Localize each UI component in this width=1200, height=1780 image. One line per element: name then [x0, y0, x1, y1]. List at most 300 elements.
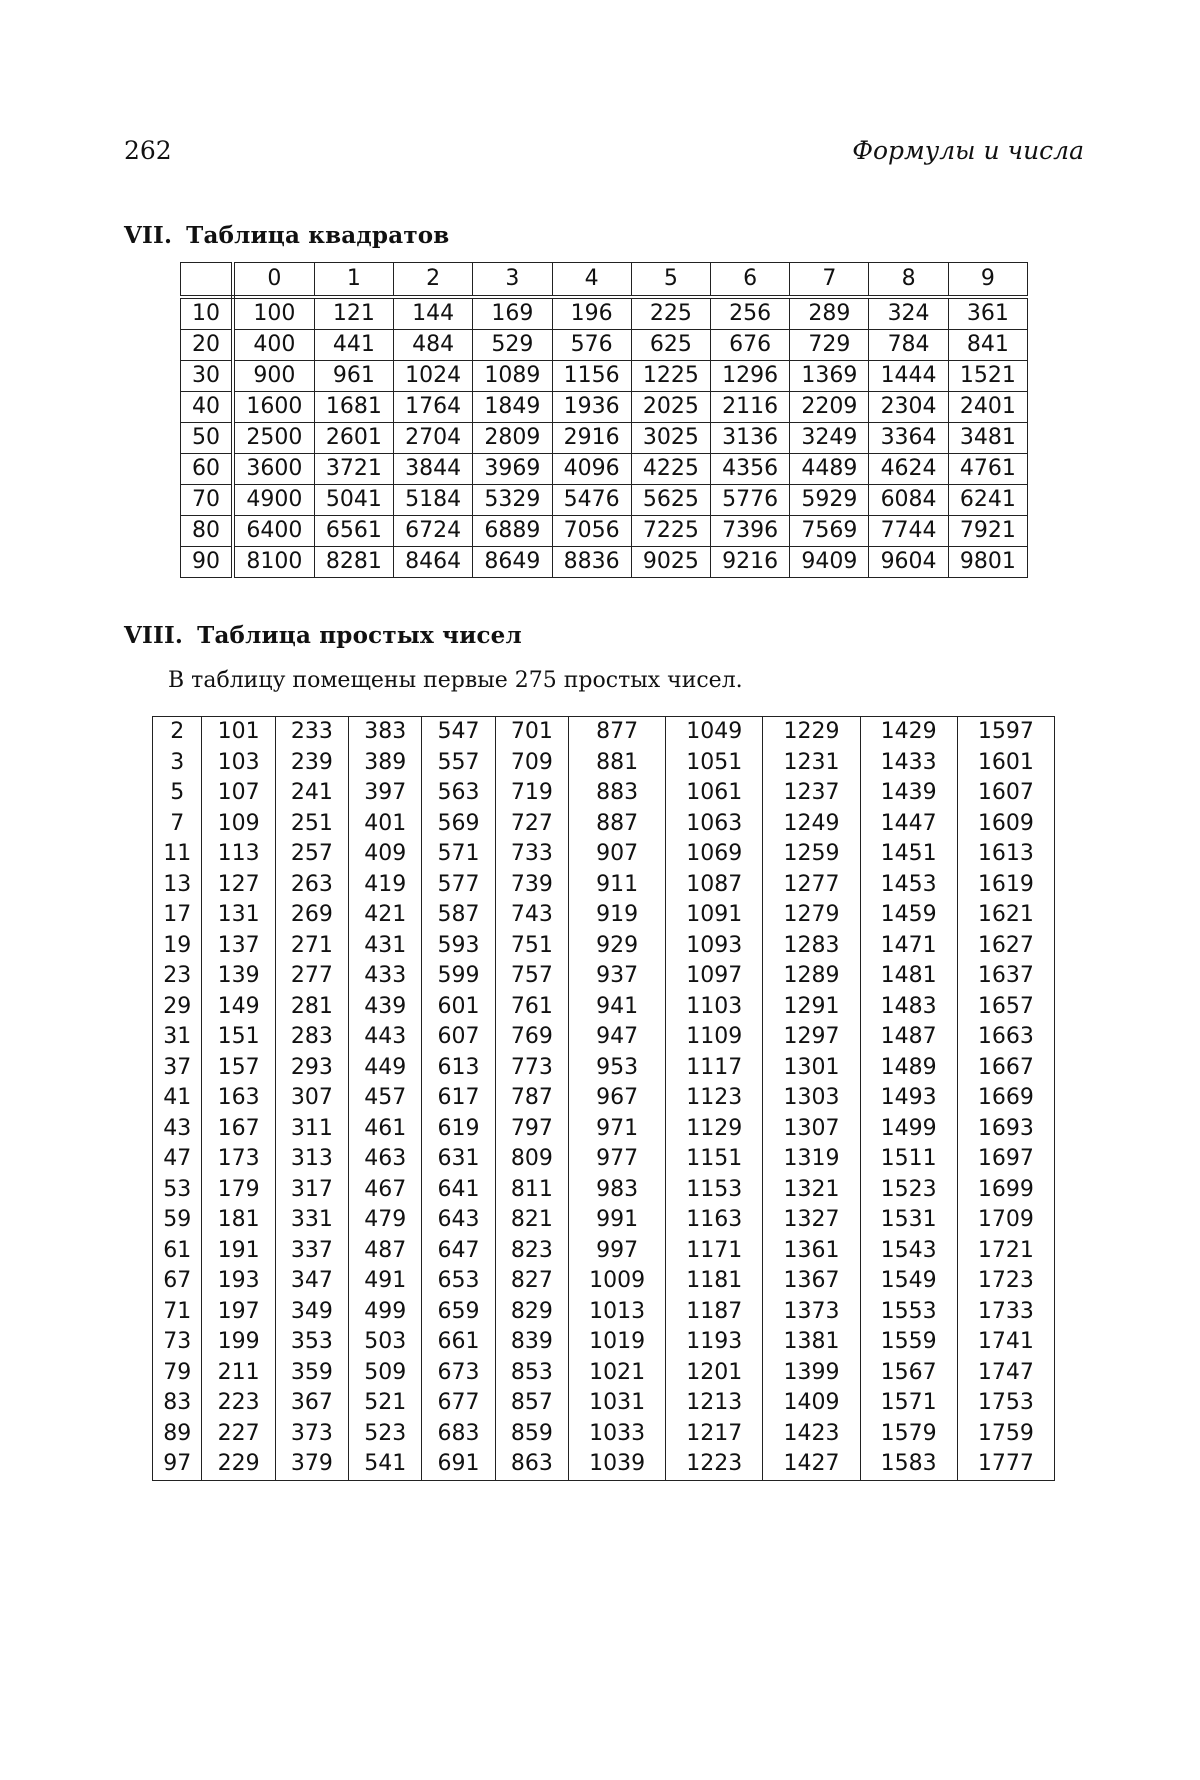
prime-value: 1543 — [860, 1236, 957, 1267]
prime-value: 1559 — [860, 1327, 957, 1358]
prime-value: 547 — [422, 717, 495, 748]
square-value: 5184 — [394, 485, 473, 516]
table-row — [153, 1083, 1055, 1114]
square-value: 1225 — [631, 361, 710, 392]
prime-value: 997 — [569, 1236, 666, 1267]
square-value: 1764 — [394, 392, 473, 423]
prime-value: 1741 — [957, 1327, 1054, 1358]
prime-value: 113 — [202, 839, 275, 870]
squares-section-title — [124, 222, 450, 249]
prime-value: 1439 — [860, 778, 957, 809]
table-row — [153, 1297, 1055, 1328]
prime-value: 491 — [349, 1266, 422, 1297]
table-row — [181, 392, 1028, 423]
square-value: 1089 — [473, 361, 552, 392]
prime-value: 761 — [495, 992, 568, 1023]
prime-value: 1459 — [860, 900, 957, 931]
prime-value: 397 — [349, 778, 422, 809]
table-row — [181, 485, 1028, 516]
prime-value: 733 — [495, 839, 568, 870]
prime-value: 293 — [275, 1053, 348, 1084]
prime-value: 1777 — [957, 1449, 1054, 1480]
prime-value: 1429 — [860, 717, 957, 748]
prime-value: 1151 — [666, 1144, 763, 1175]
prime-value: 307 — [275, 1083, 348, 1114]
square-value: 1156 — [552, 361, 631, 392]
prime-value: 487 — [349, 1236, 422, 1267]
table-row — [153, 1388, 1055, 1419]
prime-value: 1447 — [860, 809, 957, 840]
square-value: 6889 — [473, 516, 552, 547]
prime-value: 1747 — [957, 1358, 1054, 1389]
prime-value: 691 — [422, 1449, 495, 1480]
section-title-text: Таблица простых чисел — [197, 622, 522, 649]
prime-value: 167 — [202, 1114, 275, 1145]
square-value: 144 — [394, 297, 473, 330]
square-value: 4761 — [948, 454, 1027, 485]
prime-value: 311 — [275, 1114, 348, 1145]
square-value: 3025 — [631, 423, 710, 454]
prime-value: 1361 — [763, 1236, 860, 1267]
column-header: 4 — [552, 263, 631, 298]
prime-value: 1733 — [957, 1297, 1054, 1328]
square-value: 441 — [314, 330, 393, 361]
prime-value: 1381 — [763, 1327, 860, 1358]
prime-value: 1723 — [957, 1266, 1054, 1297]
prime-value: 59 — [153, 1205, 202, 1236]
prime-value: 271 — [275, 931, 348, 962]
column-header: 2 — [394, 263, 473, 298]
prime-value: 283 — [275, 1022, 348, 1053]
column-header: 5 — [631, 263, 710, 298]
prime-value: 179 — [202, 1175, 275, 1206]
prime-value: 1237 — [763, 778, 860, 809]
square-value: 2025 — [631, 392, 710, 423]
prime-value: 1091 — [666, 900, 763, 931]
prime-value: 953 — [569, 1053, 666, 1084]
prime-value: 53 — [153, 1175, 202, 1206]
table-row — [153, 778, 1055, 809]
prime-value: 181 — [202, 1205, 275, 1236]
prime-value: 1033 — [569, 1419, 666, 1450]
prime-value: 859 — [495, 1419, 568, 1450]
prime-value: 1249 — [763, 809, 860, 840]
prime-value: 1483 — [860, 992, 957, 1023]
prime-value: 227 — [202, 1419, 275, 1450]
prime-value: 1307 — [763, 1114, 860, 1145]
square-value: 361 — [948, 297, 1027, 330]
prime-value: 659 — [422, 1297, 495, 1328]
prime-value: 337 — [275, 1236, 348, 1267]
square-value: 3481 — [948, 423, 1027, 454]
prime-value: 787 — [495, 1083, 568, 1114]
prime-value: 211 — [202, 1358, 275, 1389]
square-value: 1024 — [394, 361, 473, 392]
section-number: VII. — [124, 222, 173, 249]
prime-value: 103 — [202, 748, 275, 779]
square-value: 8464 — [394, 547, 473, 578]
square-value: 324 — [869, 297, 948, 330]
prime-value: 2 — [153, 717, 202, 748]
prime-value: 137 — [202, 931, 275, 962]
row-label: 60 — [181, 454, 234, 485]
table-row — [181, 361, 1028, 392]
prime-value: 61 — [153, 1236, 202, 1267]
prime-value: 823 — [495, 1236, 568, 1267]
square-value: 676 — [710, 330, 789, 361]
square-value: 4624 — [869, 454, 948, 485]
square-value: 5476 — [552, 485, 631, 516]
prime-value: 509 — [349, 1358, 422, 1389]
prime-value: 1181 — [666, 1266, 763, 1297]
prime-value: 1009 — [569, 1266, 666, 1297]
square-value: 5329 — [473, 485, 552, 516]
prime-value: 1453 — [860, 870, 957, 901]
table-row — [153, 1022, 1055, 1053]
square-value: 1849 — [473, 392, 552, 423]
prime-value: 631 — [422, 1144, 495, 1175]
prime-value: 881 — [569, 748, 666, 779]
prime-value: 3 — [153, 748, 202, 779]
square-value: 7921 — [948, 516, 1027, 547]
square-value: 5776 — [710, 485, 789, 516]
prime-value: 97 — [153, 1449, 202, 1480]
square-value: 9409 — [790, 547, 869, 578]
prime-value: 1031 — [569, 1388, 666, 1419]
prime-value: 1327 — [763, 1205, 860, 1236]
square-value: 2500 — [233, 423, 314, 454]
square-value: 1521 — [948, 361, 1027, 392]
primes-table — [152, 716, 1055, 1481]
square-value: 729 — [790, 330, 869, 361]
prime-value: 31 — [153, 1022, 202, 1053]
table-row — [181, 330, 1028, 361]
prime-value: 1303 — [763, 1083, 860, 1114]
prime-value: 409 — [349, 839, 422, 870]
prime-value: 701 — [495, 717, 568, 748]
section-number: VIII. — [124, 622, 184, 649]
prime-value: 331 — [275, 1205, 348, 1236]
square-value: 5041 — [314, 485, 393, 516]
prime-value: 73 — [153, 1327, 202, 1358]
prime-value: 571 — [422, 839, 495, 870]
square-value: 196 — [552, 297, 631, 330]
prime-value: 449 — [349, 1053, 422, 1084]
prime-value: 71 — [153, 1297, 202, 1328]
square-value: 2209 — [790, 392, 869, 423]
prime-value: 1063 — [666, 809, 763, 840]
square-value: 4356 — [710, 454, 789, 485]
prime-value: 557 — [422, 748, 495, 779]
prime-value: 727 — [495, 809, 568, 840]
section-title-text: Таблица квадратов — [186, 222, 450, 249]
table-row — [153, 1053, 1055, 1084]
prime-value: 1549 — [860, 1266, 957, 1297]
prime-value: 421 — [349, 900, 422, 931]
square-value: 784 — [869, 330, 948, 361]
square-value: 6400 — [233, 516, 314, 547]
prime-value: 569 — [422, 809, 495, 840]
prime-value: 1321 — [763, 1175, 860, 1206]
square-value: 4900 — [233, 485, 314, 516]
square-value: 2116 — [710, 392, 789, 423]
prime-value: 1297 — [763, 1022, 860, 1053]
prime-value: 863 — [495, 1449, 568, 1480]
prime-value: 1187 — [666, 1297, 763, 1328]
prime-value: 127 — [202, 870, 275, 901]
prime-value: 719 — [495, 778, 568, 809]
column-header: 0 — [233, 263, 314, 298]
prime-value: 83 — [153, 1388, 202, 1419]
prime-value: 1069 — [666, 839, 763, 870]
prime-value: 349 — [275, 1297, 348, 1328]
square-value: 8100 — [233, 547, 314, 578]
prime-value: 1721 — [957, 1236, 1054, 1267]
prime-value: 1753 — [957, 1388, 1054, 1419]
row-label: 80 — [181, 516, 234, 547]
prime-value: 1759 — [957, 1419, 1054, 1450]
prime-value: 1279 — [763, 900, 860, 931]
prime-value: 1277 — [763, 870, 860, 901]
prime-value: 269 — [275, 900, 348, 931]
prime-value: 1093 — [666, 931, 763, 962]
squares-header-row — [181, 263, 1028, 298]
prime-value: 1597 — [957, 717, 1054, 748]
square-value: 6241 — [948, 485, 1027, 516]
prime-value: 1129 — [666, 1114, 763, 1145]
prime-value: 163 — [202, 1083, 275, 1114]
square-value: 100 — [233, 297, 314, 330]
prime-value: 1493 — [860, 1083, 957, 1114]
prime-value: 1709 — [957, 1205, 1054, 1236]
prime-value: 1669 — [957, 1083, 1054, 1114]
table-row — [181, 423, 1028, 454]
prime-value: 937 — [569, 961, 666, 992]
table-row — [153, 1358, 1055, 1389]
square-value: 4225 — [631, 454, 710, 485]
prime-value: 769 — [495, 1022, 568, 1053]
prime-value: 1259 — [763, 839, 860, 870]
square-value: 5929 — [790, 485, 869, 516]
table-row — [153, 961, 1055, 992]
prime-value: 829 — [495, 1297, 568, 1328]
prime-value: 1489 — [860, 1053, 957, 1084]
prime-value: 821 — [495, 1205, 568, 1236]
prime-value: 233 — [275, 717, 348, 748]
prime-value: 757 — [495, 961, 568, 992]
prime-value: 941 — [569, 992, 666, 1023]
prime-value: 887 — [569, 809, 666, 840]
prime-value: 1663 — [957, 1022, 1054, 1053]
row-label: 10 — [181, 297, 234, 330]
prime-value: 431 — [349, 931, 422, 962]
square-value: 1936 — [552, 392, 631, 423]
prime-value: 17 — [153, 900, 202, 931]
square-value: 9216 — [710, 547, 789, 578]
prime-value: 383 — [349, 717, 422, 748]
prime-value: 263 — [275, 870, 348, 901]
square-value: 529 — [473, 330, 552, 361]
prime-value: 151 — [202, 1022, 275, 1053]
table-row — [153, 1114, 1055, 1145]
prime-value: 229 — [202, 1449, 275, 1480]
table-row — [181, 547, 1028, 578]
table-row — [153, 809, 1055, 840]
prime-value: 107 — [202, 778, 275, 809]
square-value: 7744 — [869, 516, 948, 547]
square-value: 9025 — [631, 547, 710, 578]
prime-value: 1117 — [666, 1053, 763, 1084]
prime-value: 683 — [422, 1419, 495, 1450]
prime-value: 743 — [495, 900, 568, 931]
prime-value: 839 — [495, 1327, 568, 1358]
prime-value: 773 — [495, 1053, 568, 1084]
square-value: 6561 — [314, 516, 393, 547]
prime-value: 419 — [349, 870, 422, 901]
prime-value: 967 — [569, 1083, 666, 1114]
square-value: 3844 — [394, 454, 473, 485]
square-value: 400 — [233, 330, 314, 361]
prime-value: 1487 — [860, 1022, 957, 1053]
table-row — [153, 748, 1055, 779]
prime-value: 313 — [275, 1144, 348, 1175]
prime-value: 599 — [422, 961, 495, 992]
square-value: 576 — [552, 330, 631, 361]
square-value: 484 — [394, 330, 473, 361]
prime-value: 619 — [422, 1114, 495, 1145]
prime-value: 709 — [495, 748, 568, 779]
primes-section-title — [124, 622, 522, 649]
prime-value: 1213 — [666, 1388, 763, 1419]
prime-value: 1583 — [860, 1449, 957, 1480]
prime-value: 199 — [202, 1327, 275, 1358]
square-value: 1444 — [869, 361, 948, 392]
prime-value: 379 — [275, 1449, 348, 1480]
table-row — [153, 1419, 1055, 1450]
square-value: 2304 — [869, 392, 948, 423]
square-value: 5625 — [631, 485, 710, 516]
prime-value: 1021 — [569, 1358, 666, 1389]
prime-value: 1229 — [763, 717, 860, 748]
prime-value: 1171 — [666, 1236, 763, 1267]
prime-value: 853 — [495, 1358, 568, 1389]
prime-value: 389 — [349, 748, 422, 779]
prime-value: 617 — [422, 1083, 495, 1114]
page-number: 262 — [124, 136, 172, 165]
prime-value: 1049 — [666, 717, 763, 748]
prime-value: 1231 — [763, 748, 860, 779]
prime-value: 461 — [349, 1114, 422, 1145]
square-value: 7396 — [710, 516, 789, 547]
square-value: 8836 — [552, 547, 631, 578]
table-row — [153, 717, 1055, 748]
prime-value: 241 — [275, 778, 348, 809]
table-row — [153, 931, 1055, 962]
square-value: 1681 — [314, 392, 393, 423]
prime-value: 89 — [153, 1419, 202, 1450]
square-value: 1600 — [233, 392, 314, 423]
square-value: 289 — [790, 297, 869, 330]
corner-cell — [181, 263, 234, 298]
prime-value: 7 — [153, 809, 202, 840]
prime-value: 479 — [349, 1205, 422, 1236]
prime-value: 1697 — [957, 1144, 1054, 1175]
square-value: 841 — [948, 330, 1027, 361]
table-row — [181, 516, 1028, 547]
table-row — [153, 1236, 1055, 1267]
prime-value: 643 — [422, 1205, 495, 1236]
prime-value: 251 — [275, 809, 348, 840]
prime-value: 641 — [422, 1175, 495, 1206]
table-row — [153, 900, 1055, 931]
square-value: 2601 — [314, 423, 393, 454]
prime-value: 193 — [202, 1266, 275, 1297]
prime-value: 109 — [202, 809, 275, 840]
prime-value: 593 — [422, 931, 495, 962]
prime-value: 523 — [349, 1419, 422, 1450]
prime-value: 673 — [422, 1358, 495, 1389]
row-label: 50 — [181, 423, 234, 454]
row-label: 90 — [181, 547, 234, 578]
prime-value: 983 — [569, 1175, 666, 1206]
table-row — [153, 992, 1055, 1023]
prime-value: 587 — [422, 900, 495, 931]
square-value: 3721 — [314, 454, 393, 485]
prime-value: 457 — [349, 1083, 422, 1114]
prime-value: 149 — [202, 992, 275, 1023]
prime-value: 919 — [569, 900, 666, 931]
prime-value: 1637 — [957, 961, 1054, 992]
prime-value: 677 — [422, 1388, 495, 1419]
prime-value: 1097 — [666, 961, 763, 992]
prime-value: 1319 — [763, 1144, 860, 1175]
prime-value: 809 — [495, 1144, 568, 1175]
column-header: 8 — [869, 263, 948, 298]
prime-value: 347 — [275, 1266, 348, 1297]
prime-value: 1511 — [860, 1144, 957, 1175]
square-value: 9604 — [869, 547, 948, 578]
prime-value: 521 — [349, 1388, 422, 1419]
square-value: 121 — [314, 297, 393, 330]
prime-value: 1153 — [666, 1175, 763, 1206]
prime-value: 277 — [275, 961, 348, 992]
prime-value: 613 — [422, 1053, 495, 1084]
prime-value: 1427 — [763, 1449, 860, 1480]
prime-value: 1039 — [569, 1449, 666, 1480]
running-head: Формулы и числа — [852, 136, 1084, 165]
prime-value: 751 — [495, 931, 568, 962]
prime-value: 401 — [349, 809, 422, 840]
prime-value: 1567 — [860, 1358, 957, 1389]
prime-value: 1499 — [860, 1114, 957, 1145]
prime-value: 1609 — [957, 809, 1054, 840]
table-row — [153, 839, 1055, 870]
square-value: 2704 — [394, 423, 473, 454]
square-value: 3249 — [790, 423, 869, 454]
prime-value: 373 — [275, 1419, 348, 1450]
prime-value: 43 — [153, 1114, 202, 1145]
prime-value: 1667 — [957, 1053, 1054, 1084]
square-value: 7225 — [631, 516, 710, 547]
prime-value: 503 — [349, 1327, 422, 1358]
prime-value: 1399 — [763, 1358, 860, 1389]
prime-value: 223 — [202, 1388, 275, 1419]
prime-value: 1531 — [860, 1205, 957, 1236]
prime-value: 1223 — [666, 1449, 763, 1480]
prime-value: 1103 — [666, 992, 763, 1023]
square-value: 625 — [631, 330, 710, 361]
prime-value: 563 — [422, 778, 495, 809]
